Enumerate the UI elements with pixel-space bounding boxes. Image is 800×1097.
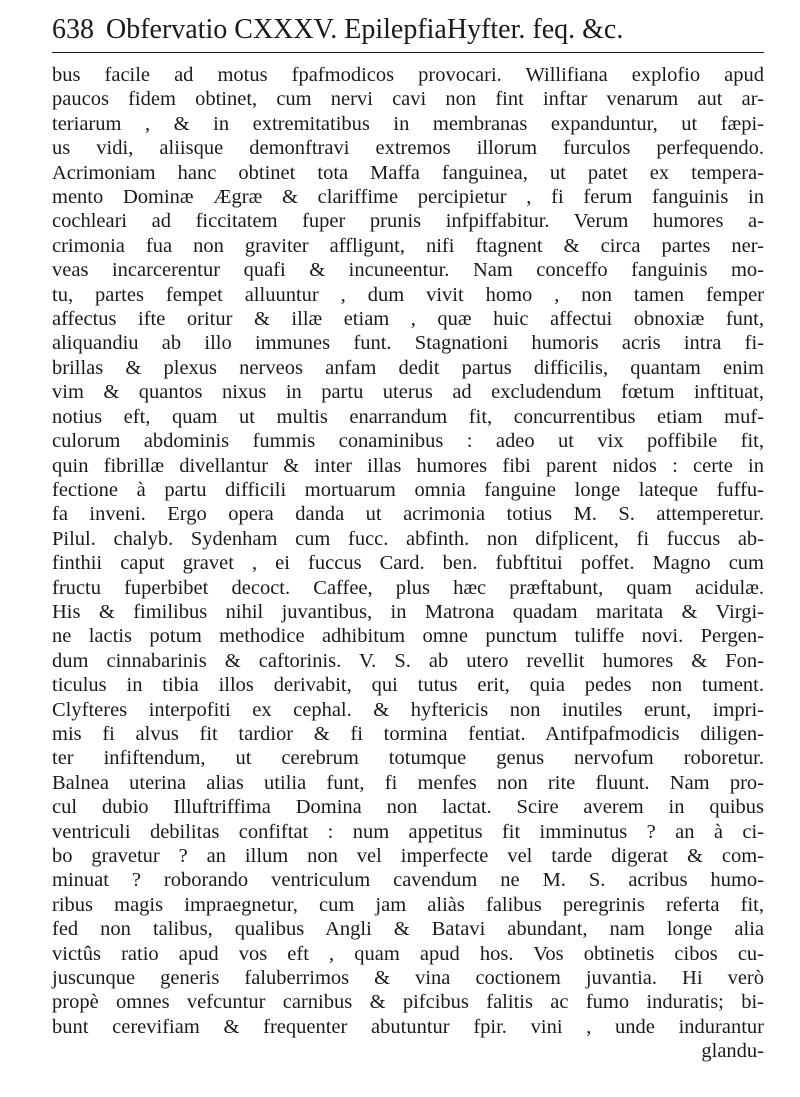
- text-line: fectione à partu difficili mortuarum omnia fanguine longe lateque fuffu-: [52, 478, 764, 501]
- running-title: Obfervatio CXXXV. EpilepfiaHyfter. feq. &c.: [106, 14, 624, 45]
- text-line: brillas & plexus nerveos anfam dedit partus difficilis, quantam enim: [52, 356, 764, 379]
- body-text: [52, 63, 764, 1064]
- text-line: mis fi alvus fit tardior & fi tormina fentiat. Antifpafmodicis diligen-: [52, 722, 764, 745]
- text-line: Pilul. chalyb. Sydenham cum fucc. abfinth. non difplicent, fi fuccus ab-: [52, 527, 764, 550]
- text-line: fructu fuperbibet decoct. Caffee, plus hæc præftabunt, quam acidulæ.: [52, 576, 764, 599]
- text-line: paucos fidem obtinet, cum nervi cavi non fint inftar venarum aut ar-: [52, 88, 764, 111]
- text-line: teriarum , & in extremitatibus in membranas expanduntur, ut fæpi-: [52, 112, 764, 135]
- text-line: finthii caput gravet , ei fuccus Card. ben. fubftitui poffet. Magno cum: [52, 552, 764, 575]
- text-line: ne lactis potum methodice adhibitum omne punctum tuliffe novi. Pergen-: [52, 625, 764, 648]
- text-line: ventriculi debilitas confiftat : num appetitus fit imminutus ? an à ci-: [52, 820, 764, 843]
- text-line: dum cinnabarinis & caftorinis. V. S. ab utero revellit humores & Fon-: [52, 649, 764, 672]
- header-rule: [52, 52, 764, 53]
- text-line: mento Dominæ Ægræ & clariffime percipietur , fi ferum fanguinis in: [52, 186, 764, 209]
- text-line: Acrimoniam hanc obtinet tota Maffa fanguinea, ut patet ex tempera-: [52, 161, 764, 184]
- book-page: [52, 14, 764, 1064]
- text-line: fa inveni. Ergo opera danda ut acrimonia totius M. S. attemperetur.: [52, 503, 764, 526]
- page-number: 638: [52, 14, 94, 45]
- catchword: glandu-: [701, 1040, 764, 1063]
- text-line: ter infiftendum, ut cerebrum totumque genus nervofum roboretur.: [52, 747, 764, 770]
- text-line: bus facile ad motus fpafmodicos provocari. Willifiana explofio apud: [52, 64, 764, 86]
- text-line: minuat ? roborando ventriculum cavendum ne M. S. acribus humo-: [52, 869, 764, 892]
- text-line: culorum abdominis fummis conaminibus : adeo ut vix poffibile fit,: [52, 430, 764, 453]
- text-line: ticulus in tibia illos derivabit, qui tutus erit, quia pedes non tument.: [52, 674, 764, 697]
- text-line: vim & quantos nixus in partu uterus ad excludendum fœtum inftituat,: [52, 381, 764, 404]
- text-line: ribus magis impraegnetur, cum jam aliàs falibus peregrinis referta fit,: [52, 893, 764, 916]
- text-line: veas incarcerentur quafi & incuneentur. Nam conceffo fanguinis mo-: [52, 259, 764, 282]
- text-line: us vidi, aliisque demonftravi extremos illorum furculos perfequendo.: [52, 137, 764, 160]
- text-line: cul dubio Illuftriffima Domina non lactat. Scire averem in quibus: [52, 796, 764, 819]
- text-line: cochleari ad ficcitatem fuper prunis infpiffabitur. Verum humores a-: [52, 210, 764, 233]
- text-line: bunt cerevifiam & frequenter abutuntur fpir. vini , unde indurantur: [52, 1015, 764, 1038]
- text-line: propè omnes vefcuntur carnibus & pifcibus falitis ac fumo induratis; bi-: [52, 991, 764, 1014]
- text-line: tu, partes fempet alluuntur , dum vivit homo , non tamen femper: [52, 283, 764, 306]
- text-line: crimonia fua non graviter affligunt, nifi ftagnent & circa partes ner-: [52, 234, 764, 257]
- text-line: fed non talibus, qualibus Angli & Batavi abundant, nam longe alia: [52, 918, 764, 941]
- running-head: [52, 14, 764, 46]
- text-line: Clyfteres interpofiti ex cephal. & hyftericis non inutiles erunt, impri-: [52, 698, 764, 721]
- text-line: aliquandiu ab illo immunes funt. Stagnationi humoris acris intra fi-: [52, 332, 764, 355]
- text-line: notius eft, quam ut multis enarrandum fit, concurrentibus etiam muf-: [52, 405, 764, 428]
- text-line: affectus ifte oritur & illæ etiam , quæ huic affectui obnoxiæ funt,: [52, 308, 764, 331]
- text-line: His & fimilibus nihil juvantibus, in Matrona quadam maritata & Virgi-: [52, 600, 764, 623]
- text-line: bo gravetur ? an illum non vel imperfecte vel tarde digerat & com-: [52, 845, 764, 867]
- text-line: Balnea uterina alias utilia funt, fi menfes non rite fluunt. Nam pro-: [52, 771, 764, 794]
- text-line: quin fibrillæ divellantur & inter illas humores fibi parent nidos : certe in: [52, 454, 764, 477]
- text-line: juscunque generis faluberrimos & vina coctionem juvantia. Hi verò: [52, 967, 764, 990]
- text-line: victûs ratio apud vos eft , quam apud hos. Vos obtinetis cibos cu-: [52, 942, 764, 965]
